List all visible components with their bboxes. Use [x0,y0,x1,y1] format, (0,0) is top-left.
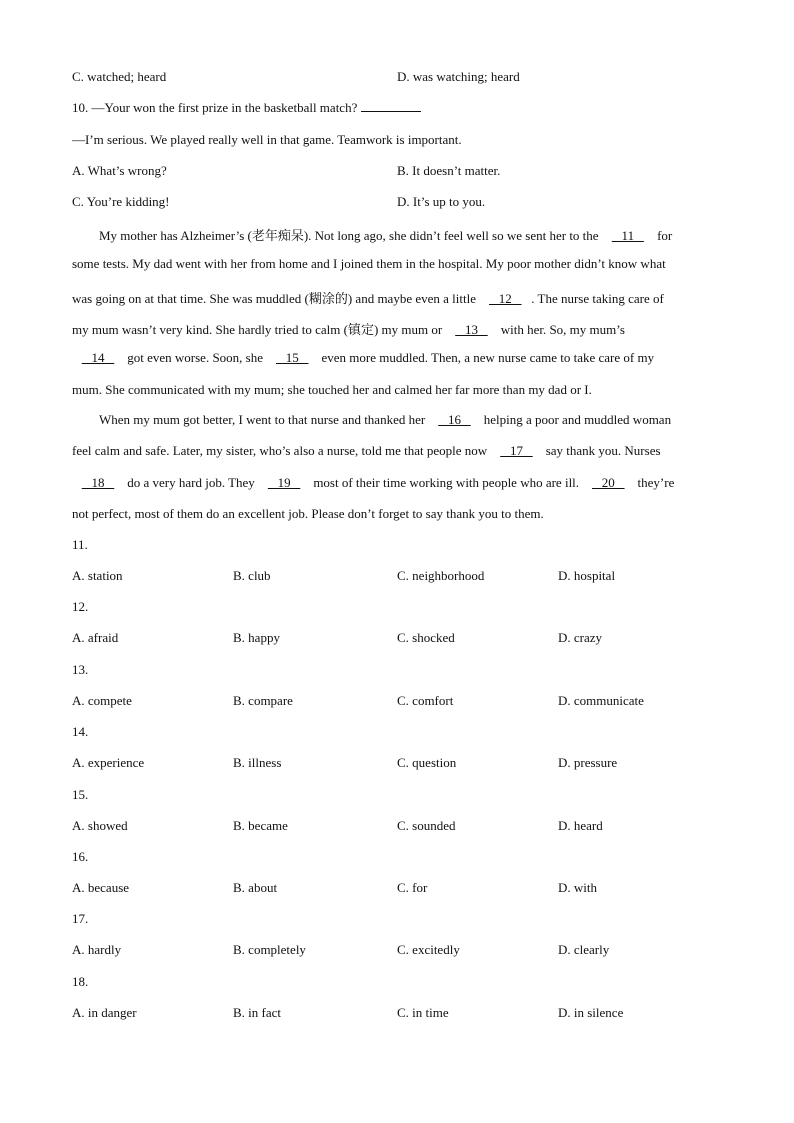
q10-option-c: C. You’re kidding! [72,194,170,209]
answer-option[interactable]: C. comfort [397,692,454,708]
q9-option-c: C. watched; heard [72,69,167,84]
answer-option[interactable]: D. pressure [558,755,618,771]
answer-option[interactable]: D. clearly [558,942,610,958]
cloze-blank: 17 [500,443,533,459]
passage-line [72,443,661,459]
passage-text: some tests. My dad went with her from home and I joined them in the hospital. My poor mother didn’t know what [72,256,666,272]
answer-option[interactable]: C. neighborhood [397,568,485,583]
q10-answer-blank [361,100,421,112]
passage-line [99,412,671,428]
q10-options-cd [72,194,752,212]
answer-option[interactable]: B. became [233,817,288,833]
answer-option[interactable]: A. experience [72,755,145,771]
answer-option[interactable]: C. shocked [397,630,455,646]
answer-option[interactable]: A. because [72,880,130,895]
answer-option[interactable]: B. club [233,568,271,583]
passage-text: with her. So, my mum’s [497,321,625,337]
q9-option-d: D. was watching; heard [397,69,520,84]
answer-option[interactable]: B. happy [233,630,280,646]
passage-text: even more muddled. Then, a new nurse came to take care of my [318,350,655,366]
answer-option[interactable]: B. in fact [233,1004,282,1020]
question-number: 15. [72,786,89,802]
passage-text: mum. She communicated with my mum; she touched her and calmed her far more than my dad or I. [72,381,592,397]
answer-option[interactable]: B. compare [233,692,293,708]
passage-line [72,382,592,398]
cloze-blank: 19 [267,474,301,490]
passage-line [72,475,674,491]
cloze-blank: 20 [592,474,625,490]
passage-line [72,506,544,522]
cloze-blank: 14 [81,350,115,366]
passage-text: When my mum got better, I went to that nurse and thanked her [99,412,429,427]
answer-option[interactable]: C. question [397,755,457,771]
cloze-blank: 18 [81,474,115,490]
q10-reply: —I’m serious. We played really well in that game. Teamwork is important. [72,132,462,147]
passage-text: say thank you. Nurses [542,443,661,459]
passage-text: they’re [634,474,675,490]
passage-text: do a very hard job. They [124,474,259,490]
answer-option[interactable]: A. afraid [72,630,119,646]
option-row [72,693,752,711]
passage-text: for [653,228,673,243]
answer-option[interactable]: C. in time [397,1004,449,1020]
answer-option[interactable]: D. with [558,880,597,895]
q10-options-ab [72,163,752,181]
q10-stem: 10. —Your won the first prize in the basketball match? [72,100,421,116]
option-row [72,818,752,836]
passage-text: helping a poor and muddled woman [480,412,672,427]
passage-text: most of their time working with people who are ill. [310,474,583,490]
answer-option[interactable]: D. crazy [558,630,603,646]
question-number: 14. [72,724,89,740]
passage-text: was going on at that time. She was muddled (糊涂的) and maybe even a little [72,290,480,306]
option-row [72,630,752,648]
answer-option[interactable]: B. illness [233,755,282,771]
passage-text: . The nurse taking care of [531,290,664,306]
answer-option[interactable]: D. heard [558,817,603,833]
answer-option[interactable]: D. communicate [558,692,644,708]
option-row [72,755,752,773]
answer-option[interactable]: A. showed [72,817,128,833]
q10-option-b: B. It doesn’t matter. [397,163,501,178]
answer-option[interactable]: A. hardly [72,942,122,958]
passage-line [72,256,666,272]
cloze-blank: 16 [438,412,471,427]
question-number: 16. [72,849,89,864]
answer-option[interactable]: A. station [72,568,123,583]
passage-text: not perfect, most of them do an excellent job. Please don’t forget to say thank you to them. [72,505,544,521]
passage-line [72,350,654,366]
cloze-blank: 13 [455,321,488,337]
option-row [72,568,752,586]
passage-text: got even worse. Soon, she [124,350,267,366]
passage-line [99,225,672,244]
option-row [72,1005,752,1023]
question-number: 18. [72,973,89,989]
passage-text: feel calm and safe. Later, my sister, who’s also a nurse, told me that people now [72,443,491,459]
answer-option[interactable]: D. hospital [558,568,616,583]
passage-text: My mother has Alzheimer’s (老年痴呆). Not long ago, she didn’t feel well so we sent her to the [99,228,602,243]
answer-option[interactable]: D. in silence [558,1004,624,1020]
q10-option-a: A. What’s wrong? [72,163,167,178]
question-number: 11. [72,537,88,552]
question-number: 12. [72,599,89,615]
answer-option[interactable]: A. in danger [72,1004,137,1020]
question-number: 13. [72,661,89,677]
cloze-blank: 12 [489,290,522,306]
cloze-blank: 11 [611,228,644,243]
cloze-blank: 15 [276,350,309,366]
answer-option[interactable]: A. compete [72,692,132,708]
answer-option[interactable]: B. about [233,880,278,895]
answer-option[interactable]: B. completely [233,942,306,958]
answer-option[interactable]: C. excitedly [397,942,460,958]
answer-option[interactable]: C. for [397,880,428,895]
passage-line [72,288,664,307]
answer-option[interactable]: C. sounded [397,817,456,833]
option-row [72,942,752,960]
q9-options [72,69,752,87]
q10-option-d: D. It’s up to you. [397,194,486,209]
passage-text: my mum wasn’t very kind. She hardly tried to calm (镇定) my mum or [72,321,446,337]
passage-line [72,319,625,338]
question-number: 17. [72,911,89,927]
option-row [72,880,752,898]
